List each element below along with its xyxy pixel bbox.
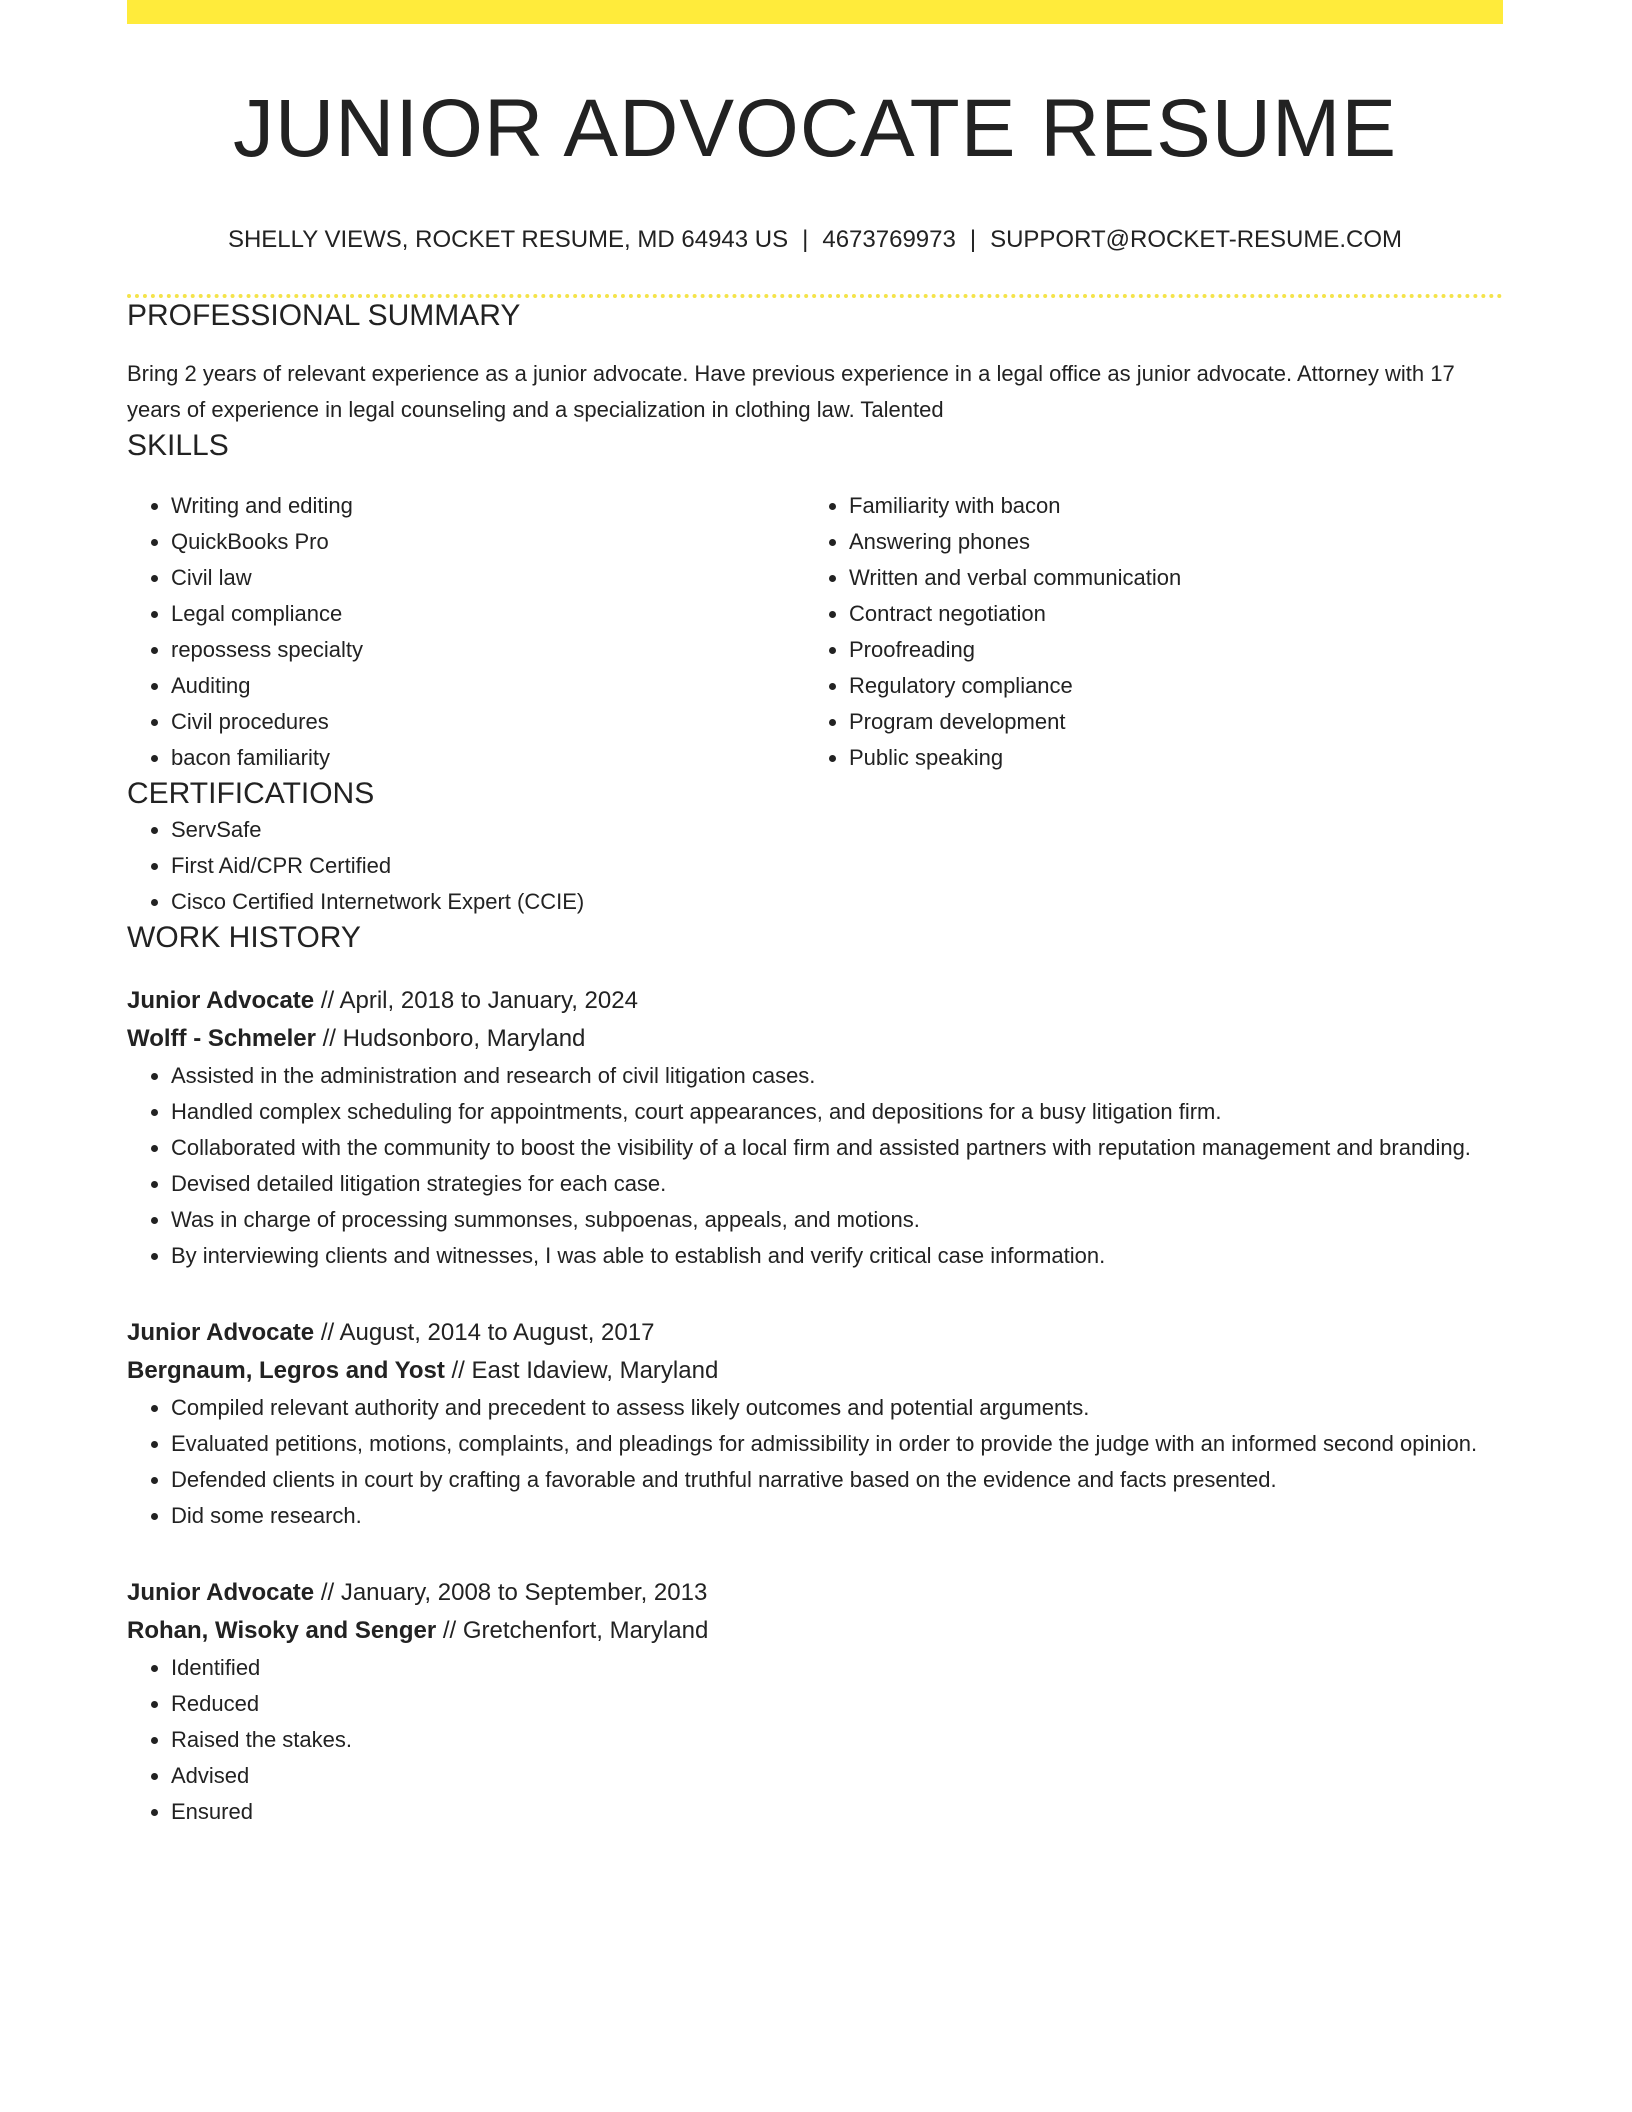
list-item: • Cisco Certified Internetwork Expert (CCIE): [171, 884, 1503, 920]
list-item: • Answering phones: [849, 524, 1483, 560]
page-title: JUNIOR ADVOCATE RESUME: [232, 83, 1398, 174]
job-title: Junior Advocate: [127, 987, 315, 1015]
list-item: • QuickBooks Pro: [171, 524, 805, 560]
job-entry: [127, 1314, 1503, 1534]
work-history-section: [127, 920, 1503, 1830]
list-item: • Program development: [849, 704, 1483, 740]
job-company: Wolff - Schmeler: [127, 1025, 316, 1053]
job-dates: // January, 2008 to September, 2013: [314, 1579, 708, 1607]
list-item: • Reduced: [171, 1686, 1503, 1722]
contact-email: SUPPORT@ROCKET-RESUME.COM: [990, 226, 1403, 254]
skills-heading: SKILLS: [127, 429, 229, 463]
job-company: Rohan, Wisoky and Senger: [127, 1617, 437, 1645]
job-bullets: [127, 1650, 1503, 1830]
list-item: • Legal compliance: [171, 596, 805, 632]
certifications-section: [127, 776, 1503, 920]
list-item: • Civil law: [171, 560, 805, 596]
list-item: • Contract negotiation: [849, 596, 1483, 632]
list-item: • Defended clients in court by crafting a favorable and truthful narrative based on the evidence and facts presented.: [171, 1462, 1503, 1498]
certifications-list: [127, 812, 1503, 920]
list-item: • Regulatory compliance: [849, 668, 1483, 704]
list-item: • Civil procedures: [171, 704, 805, 740]
list-item: • First Aid/CPR Certified: [171, 848, 1503, 884]
job-company: Bergnaum, Legros and Yost: [127, 1357, 445, 1385]
list-item: • Did some research.: [171, 1498, 1503, 1534]
list-item: • Compiled relevant authority and precedent to assess likely outcomes and potential arguments.: [171, 1390, 1503, 1426]
list-item: • Raised the stakes.: [171, 1722, 1503, 1758]
skills-column-right: [805, 488, 1483, 776]
list-item: • repossess specialty: [171, 632, 805, 668]
contact-separator: |: [969, 226, 977, 254]
job-bullets: [127, 1390, 1503, 1534]
job-title: Junior Advocate: [127, 1319, 315, 1347]
job-title-line: [127, 1314, 1503, 1352]
job-title: Junior Advocate: [127, 1579, 315, 1607]
contact-address: SHELLY VIEWS, ROCKET RESUME, MD 64943 US: [227, 226, 789, 254]
list-item: • Evaluated petitions, motions, complaints, and pleadings for admissibility in order to provide the judge with an informed second opinion.: [171, 1426, 1503, 1462]
job-company-line: [127, 1352, 1503, 1390]
list-item: • Ensured: [171, 1794, 1503, 1830]
contact-separator: |: [802, 226, 809, 254]
job-company-line: [127, 1020, 1503, 1058]
resume-page: [127, 0, 1503, 1830]
summary-section: [127, 298, 1503, 428]
list-item: • bacon familiarity: [171, 740, 805, 776]
summary-heading: PROFESSIONAL SUMMARY: [127, 299, 521, 333]
job-entry: [127, 982, 1503, 1274]
skills-section: [127, 428, 1503, 776]
list-item: • Devised detailed litigation strategies for each case.: [171, 1166, 1503, 1202]
list-item: • Collaborated with the community to boost the visibility of a local firm and assisted partners with reputation management and branding.: [171, 1130, 1503, 1166]
skills-list-right: [805, 488, 1483, 776]
list-item: • By interviewing clients and witnesses, I was able to establish and verify critical case information.: [171, 1238, 1503, 1274]
job-dates: // April, 2018 to January, 2024: [314, 987, 638, 1015]
job-location: // Hudsonboro, Maryland: [315, 1025, 586, 1053]
contact-phone: 4673769973: [822, 226, 956, 254]
skills-list-left: [127, 488, 805, 776]
skills-column-left: [127, 488, 805, 776]
job-title-line: [127, 1574, 1503, 1612]
list-item: • Writing and editing: [171, 488, 805, 524]
list-item: • Auditing: [171, 668, 805, 704]
work-history-heading: WORK HISTORY: [127, 921, 361, 955]
job-location: // East Idaview, Maryland: [444, 1357, 719, 1385]
summary-text: Bring 2 years of relevant experience as a junior advocate. Have previous experience in a legal office as junior advocate. Attorney with 17 years of experience in legal counseling and a specialization in clothing law. Talented: [127, 361, 1455, 423]
certifications-heading: CERTIFICATIONS: [127, 777, 375, 811]
list-item: • Identified: [171, 1650, 1503, 1686]
list-item: • Written and verbal communication: [849, 560, 1483, 596]
job-dates: // August, 2014 to August, 2017: [314, 1319, 655, 1347]
job-location: // Gretchenfort, Maryland: [436, 1617, 709, 1645]
job-title-line: [127, 982, 1503, 1020]
jobs-container: [127, 982, 1503, 1830]
contact-line: [127, 224, 1503, 256]
list-item: • Assisted in the administration and research of civil litigation cases.: [171, 1058, 1503, 1094]
accent-bar: [127, 0, 1503, 24]
list-item: • Was in charge of processing summonses, subpoenas, appeals, and motions.: [171, 1202, 1503, 1238]
list-item: • Public speaking: [849, 740, 1483, 776]
list-item: • Proofreading: [849, 632, 1483, 668]
list-item: • Advised: [171, 1758, 1503, 1794]
job-company-line: [127, 1612, 1503, 1650]
list-item: • Familiarity with bacon: [849, 488, 1483, 524]
skills-columns: [127, 488, 1503, 776]
list-item: • Handled complex scheduling for appointments, court appearances, and depositions for a busy litigation firm.: [171, 1094, 1503, 1130]
job-entry: [127, 1574, 1503, 1830]
list-item: • ServSafe: [171, 812, 1503, 848]
job-bullets: [127, 1058, 1503, 1274]
